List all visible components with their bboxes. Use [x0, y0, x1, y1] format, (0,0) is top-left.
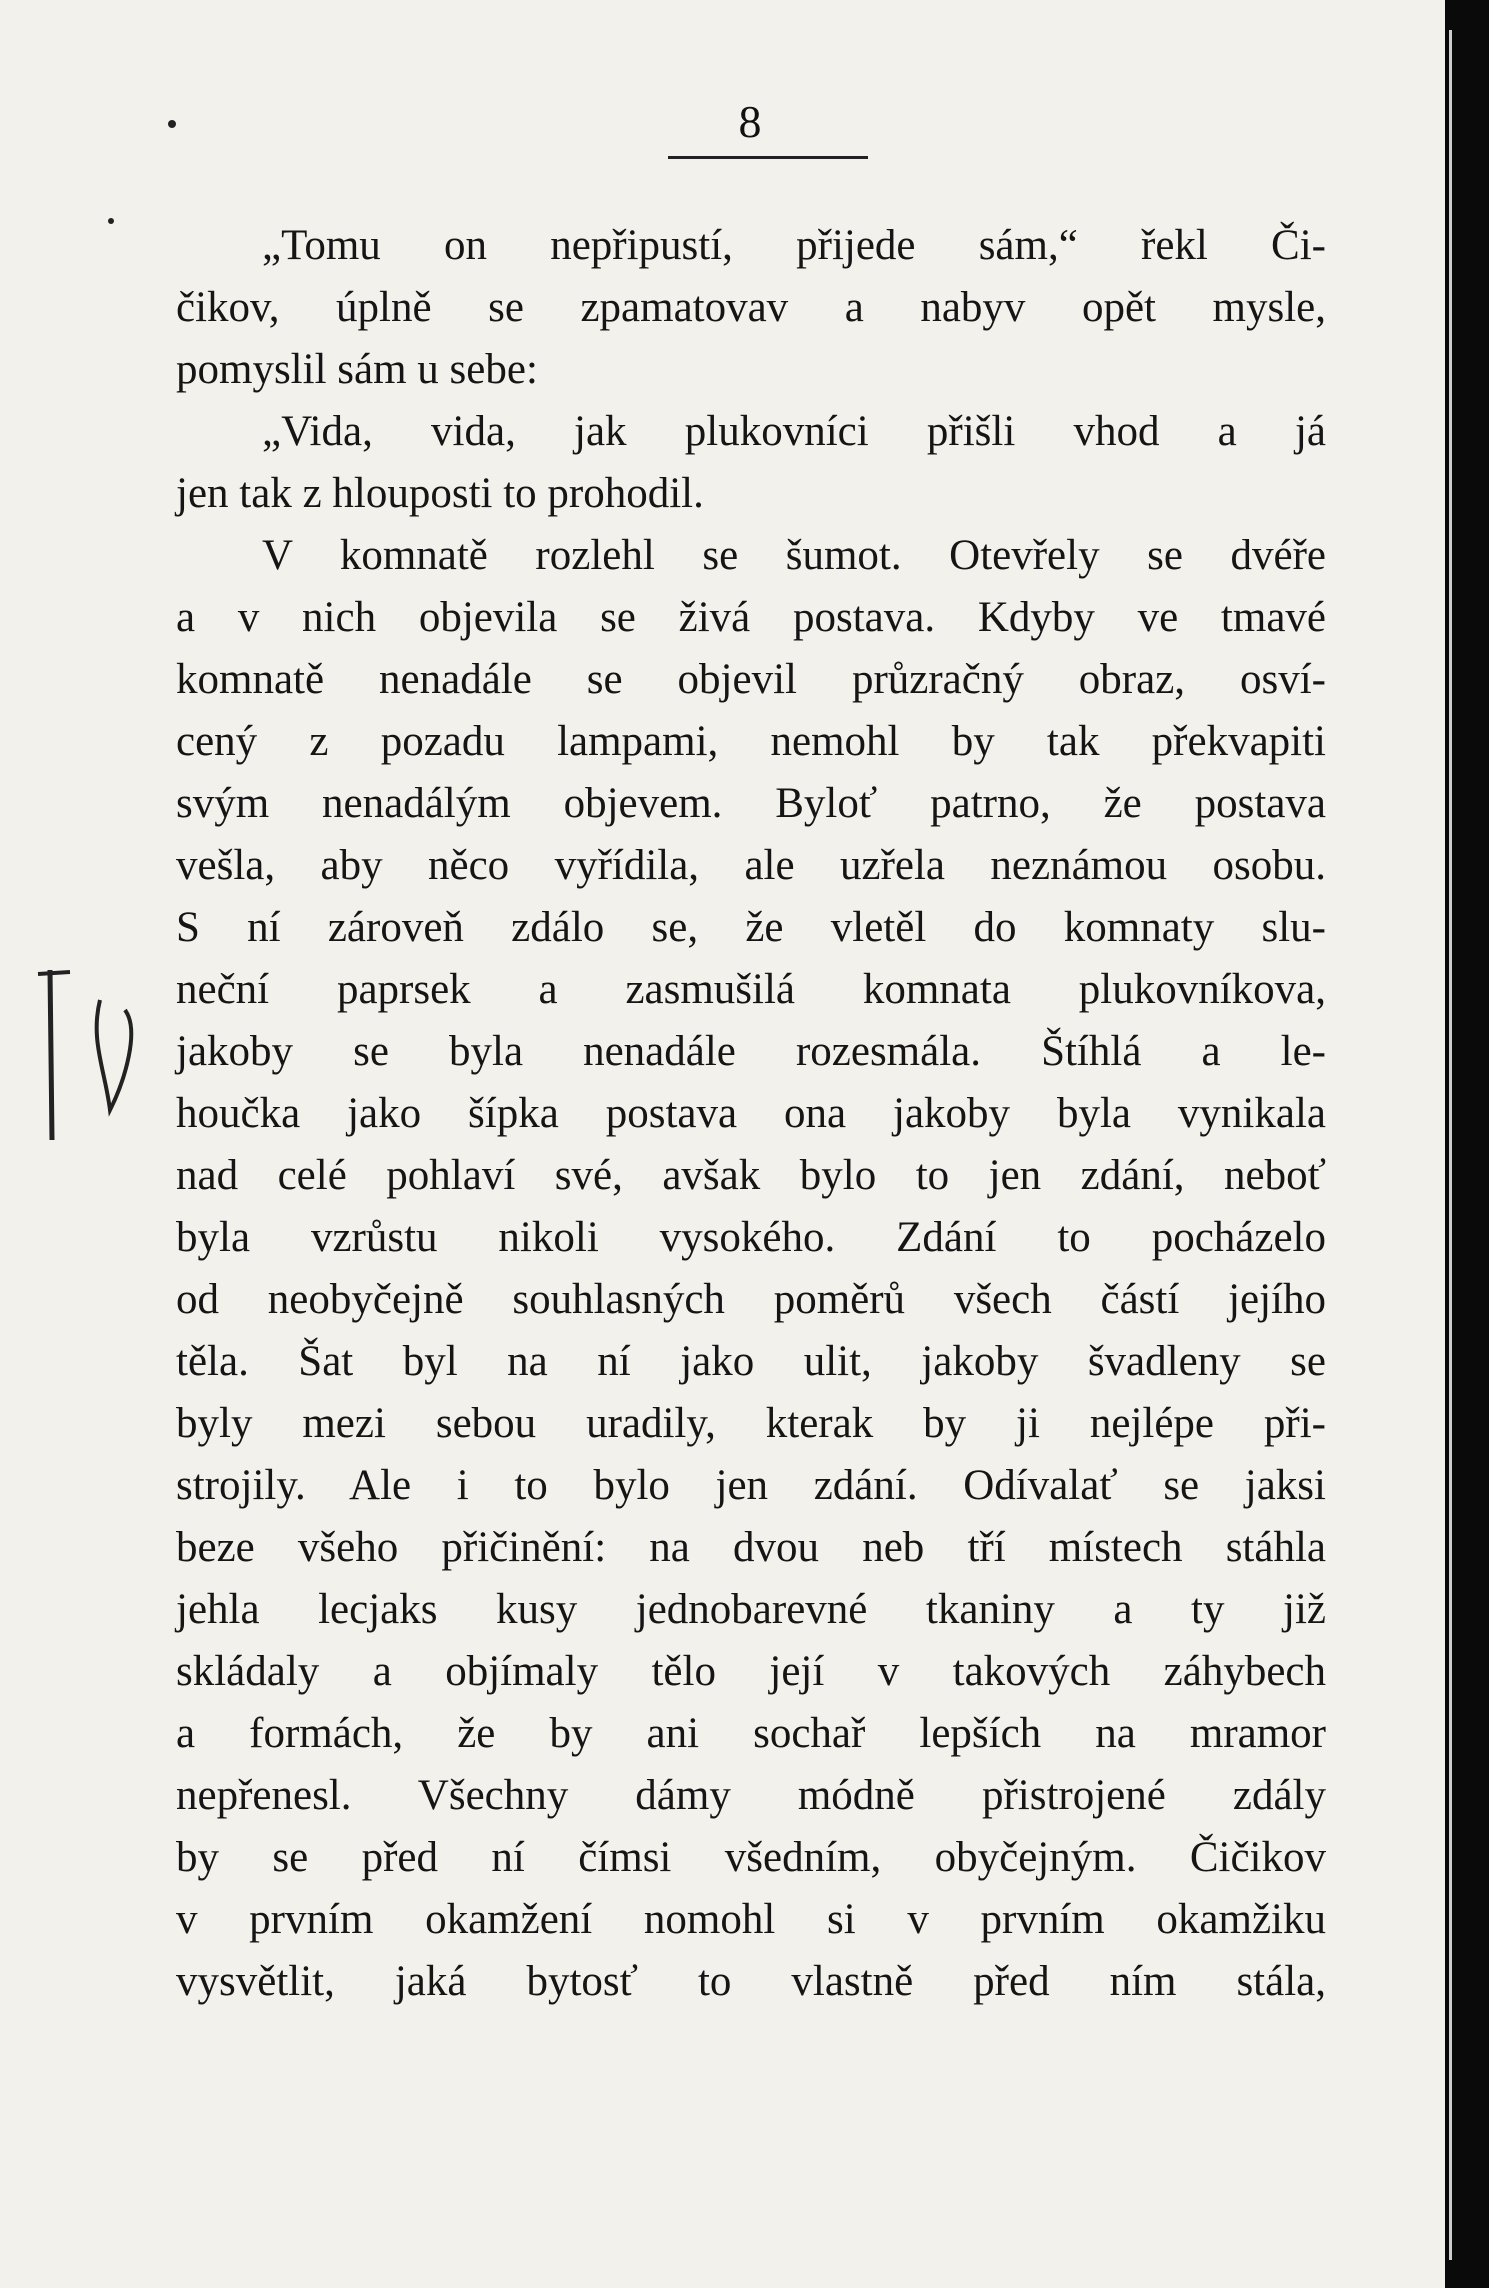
text-line: komnatě nenadále se objevil průzračný obraz, osví- [176, 656, 1326, 703]
text-line: vysvětlit, jaká bytosť to vlastně před ním stála, [176, 1958, 1326, 2005]
text-line: neční paprsek a zasmušilá komnata plukovníkova, [176, 966, 1326, 1013]
text-line: V komnatě rozlehl se šumot. Otevřely se dvéře [262, 532, 1326, 579]
text-line: v prvním okamžení nomohl si v prvním okamžiku [176, 1896, 1326, 1943]
handwritten-margin-mark [30, 960, 150, 1150]
text-line: jakoby se byla nenadále rozesmála. Štíhlá a le- [176, 1028, 1326, 1075]
text-line: cený z pozadu lampami, nemohl by tak překvapiti [176, 718, 1326, 765]
text-line: vešla, aby něco vyřídila, ale uzřela neznámou osobu. [176, 842, 1326, 889]
text-line: by se před ní čímsi všedním, obyčejným. Čičikov [176, 1834, 1326, 1881]
page-number-rule [668, 156, 868, 159]
text-line: byla vzrůstu nikoli vysokého. Zdání to pocházelo [176, 1214, 1326, 1261]
text-line: „Tomu on nepřipustí, přijede sám,“ řekl Či- [262, 222, 1326, 269]
text-line: svým nenadálým objevem. Byloť patrno, že postava [176, 780, 1326, 827]
text-line: S ní zároveň zdálo se, že vletěl do komnaty slu- [176, 904, 1326, 951]
text-line: jen tak z hlouposti to prohodil. [176, 470, 704, 517]
text-line: „Vida, vida, jak plukovníci přišli vhod a já [262, 408, 1326, 455]
text-line: pomyslil sám u sebe: [176, 346, 538, 393]
text-line: byly mezi sebou uradily, kterak by ji nejlépe při- [176, 1400, 1326, 1447]
scan-border-line [1449, 30, 1452, 2260]
text-line: jehla lecjaks kusy jednobarevné tkaniny a ty již [176, 1586, 1326, 1633]
text-line: beze všeho přičinění: na dvou neb tří místech stáhla [176, 1524, 1326, 1571]
page-number: 8 [738, 96, 762, 147]
text-line: od neobyčejně souhlasných poměrů všech částí jejího [176, 1276, 1326, 1323]
text-line: skládaly a objímaly tělo její v takových záhybech [176, 1648, 1326, 1695]
print-speck [168, 120, 176, 128]
text-line: strojily. Ale i to bylo jen zdání. Odívalať se jaksi [176, 1462, 1326, 1509]
body-text [176, 215, 1326, 2013]
text-line: houčka jako šípka postava ona jakoby byla vynikala [176, 1090, 1326, 1137]
print-speck [108, 218, 114, 224]
text-line: nepřenesl. Všechny dámy módně přistrojené zdály [176, 1772, 1326, 1819]
text-line: a v nich objevila se živá postava. Kdyby ve tmavé [176, 594, 1326, 641]
text-line: nad celé pohlaví své, avšak bylo to jen zdání, neboť [176, 1152, 1326, 1199]
text-line: čikov, úplně se zpamatovav a nabyv opět mysle, [176, 284, 1326, 331]
text-line: těla. Šat byl na ní jako ulit, jakoby švadleny se [176, 1338, 1326, 1385]
text-line: a formách, že by ani sochař lepších na mramor [176, 1710, 1326, 1757]
